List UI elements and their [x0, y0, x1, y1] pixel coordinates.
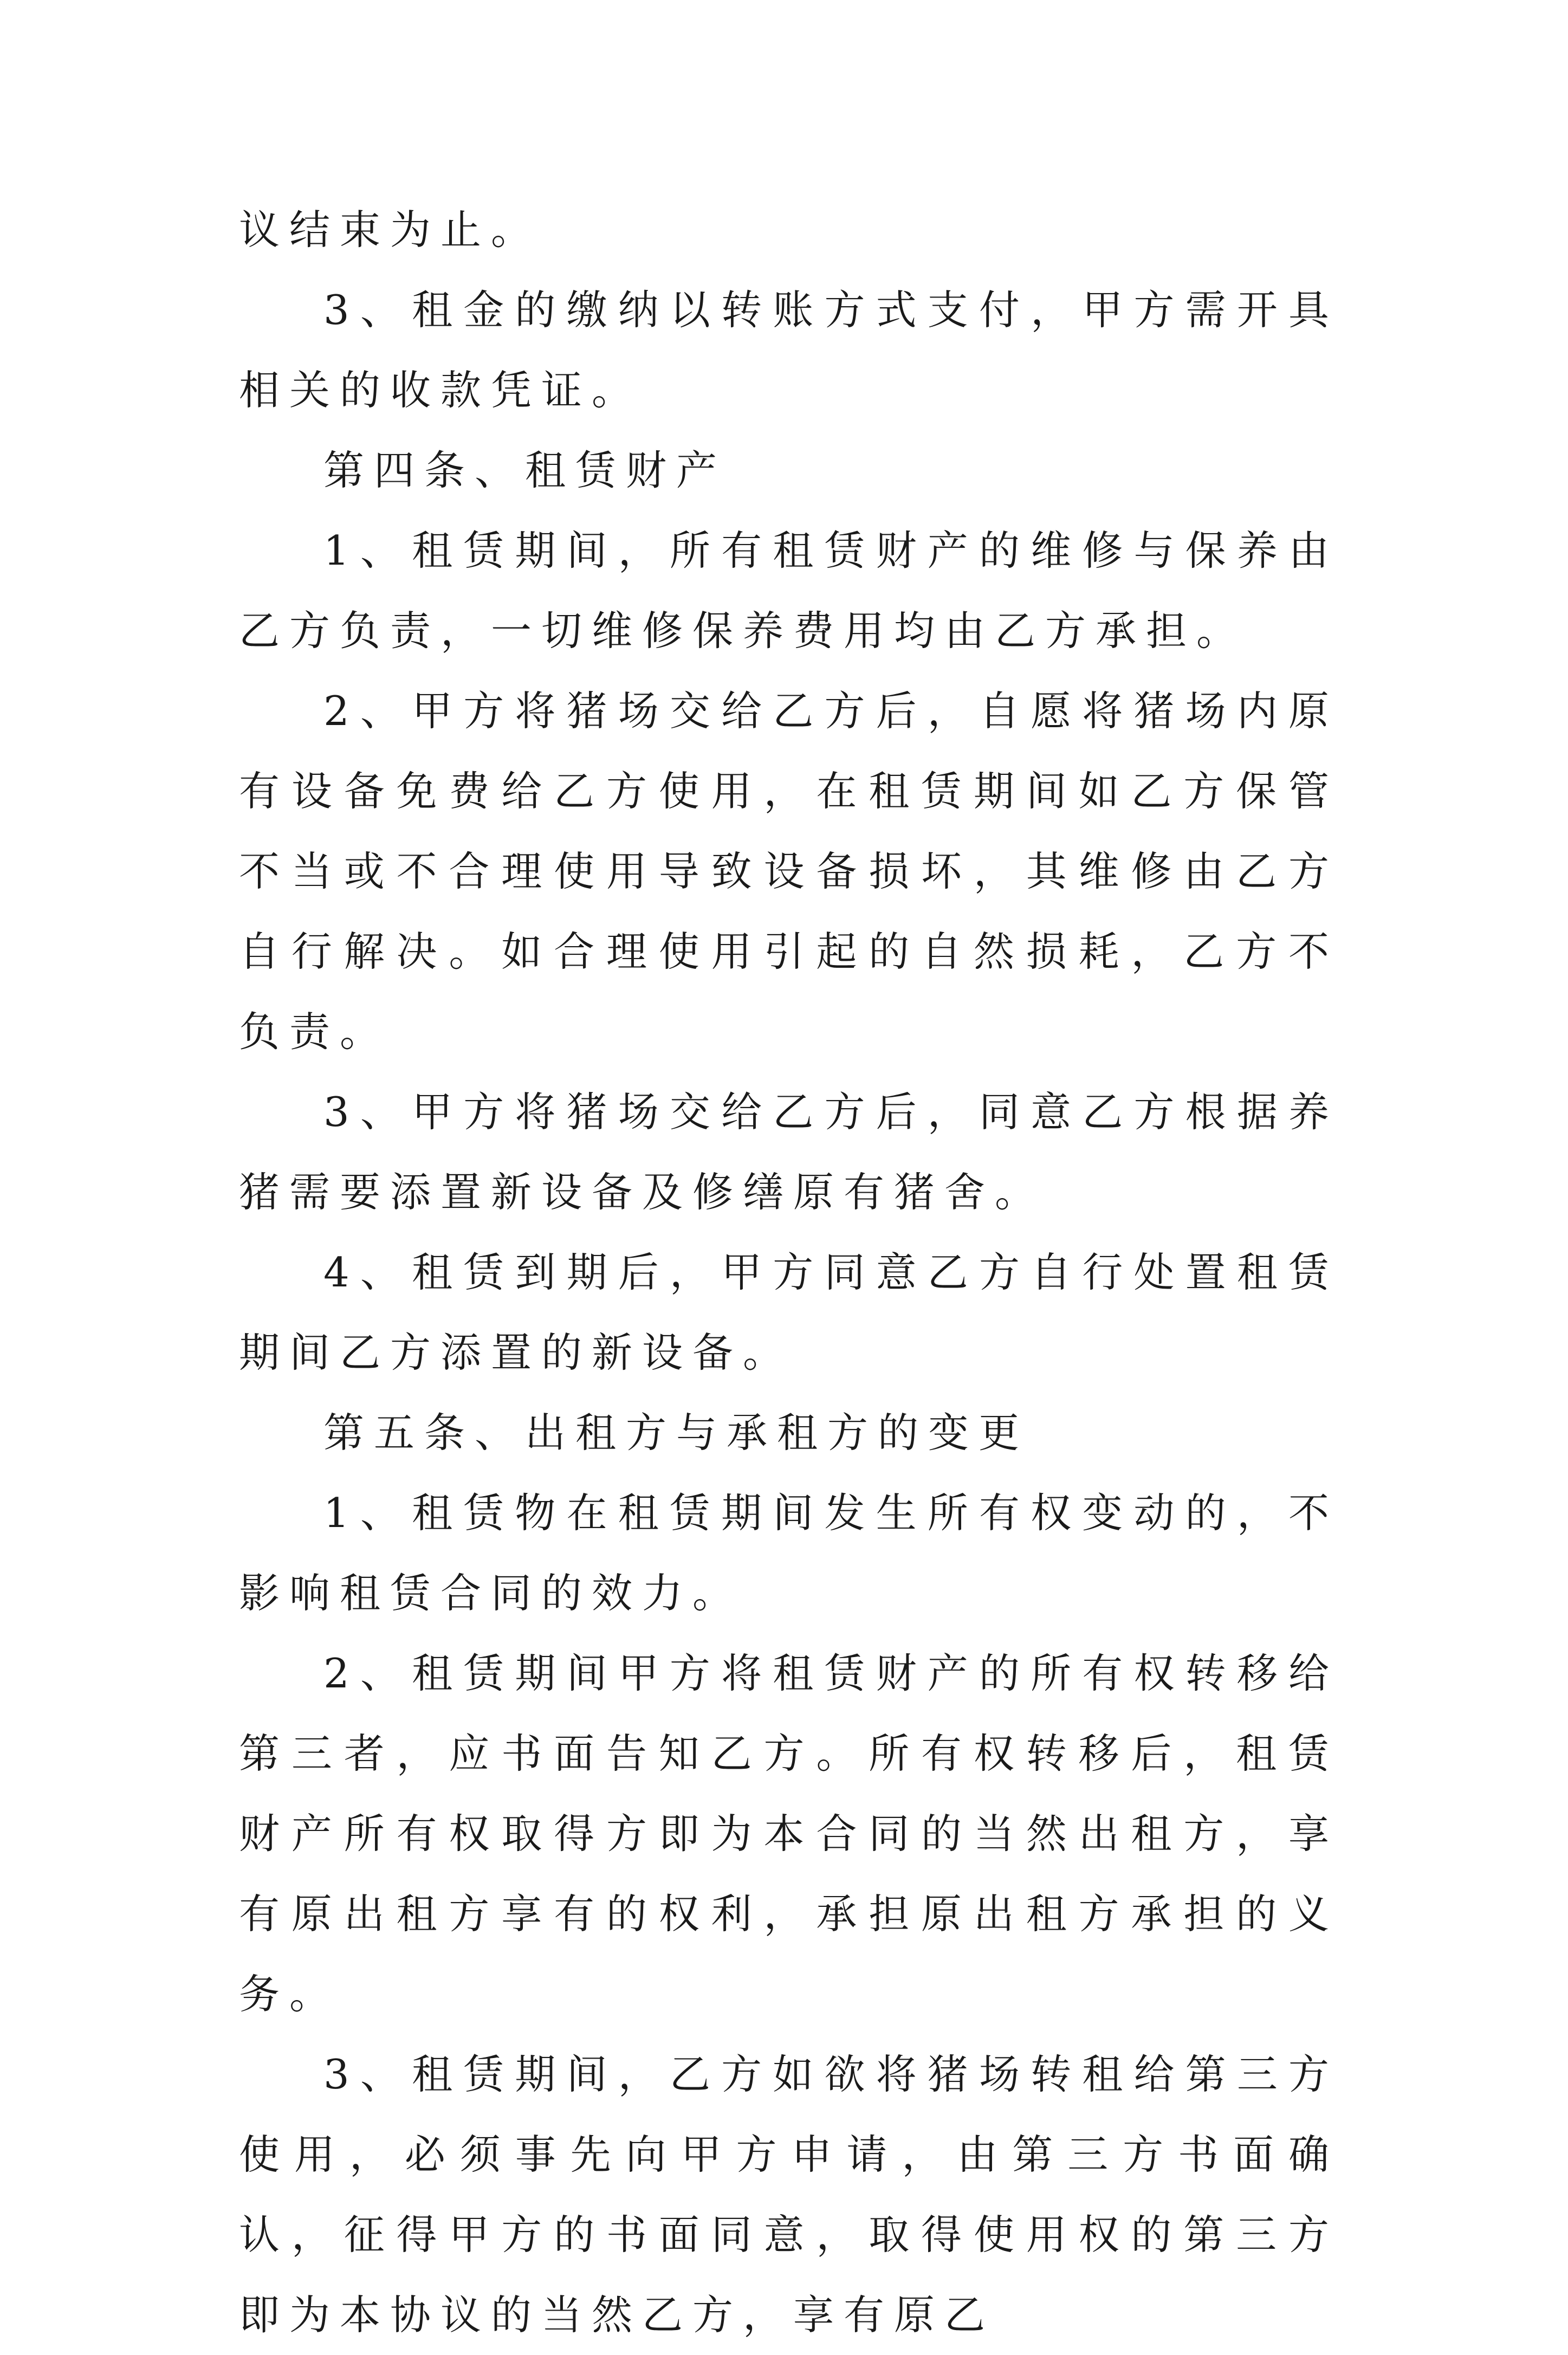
paragraph-article-4-clause-1: 1、租赁期间，所有租赁财产的维修与保养由乙方负责，一切维修保养费用均由乙方承担。 [239, 527, 1339, 655]
paragraph-article-5-clause-3: 3、租赁期间，乙方如欲将猪场转租给第三方使用，必须事先向甲方申请，由第三方书面确认，征得甲方的书面同意，取得使用权的第三方即为本协议的当然乙方，享有原乙 [239, 2050, 1339, 2339]
section-heading-article-4: 第四条、租赁财产 [323, 447, 727, 494]
paragraph-article-4-clause-3: 3、甲方将猪场交给乙方后，同意乙方根据养猪需要添置新设备及修缮原有猪舍。 [239, 1088, 1339, 1216]
paragraph-rent-payment-clause-3: 3、租金的缴纳以转账方式支付，甲方需开具相关的收款凭证。 [239, 286, 1339, 414]
paragraph-article-4-clause-4: 4、租赁到期后，甲方同意乙方自行处置租赁期间乙方添置的新设备。 [239, 1248, 1339, 1376]
document-body [239, 190, 1339, 2355]
paragraph-article-4-clause-2: 2、甲方将猪场交给乙方后，自愿将猪场内原有设备免费给乙方使用，在租赁期间如乙方保管不当或不合理使用导致设备损坏，其维修由乙方自行解决。如合理使用引起的自然损耗，乙方不负责。 [239, 687, 1339, 1056]
paragraph-article-5-clause-1: 1、租赁物在租赁期间发生所有权变动的，不影响租赁合同的效力。 [239, 1489, 1339, 1617]
paragraph-continuation: 议结束为止。 [239, 206, 542, 254]
section-heading-article-5: 第五条、出租方与承租方的变更 [323, 1409, 1029, 1457]
paragraph-article-5-clause-2: 2、租赁期间甲方将租赁财产的所有权转移给第三者，应书面告知乙方。所有权转移后，租赁财产所有权取得方即为本合同的当然出租方，享有原出租方享有的权利，承担原出租方承担的义务。 [239, 1649, 1339, 2018]
